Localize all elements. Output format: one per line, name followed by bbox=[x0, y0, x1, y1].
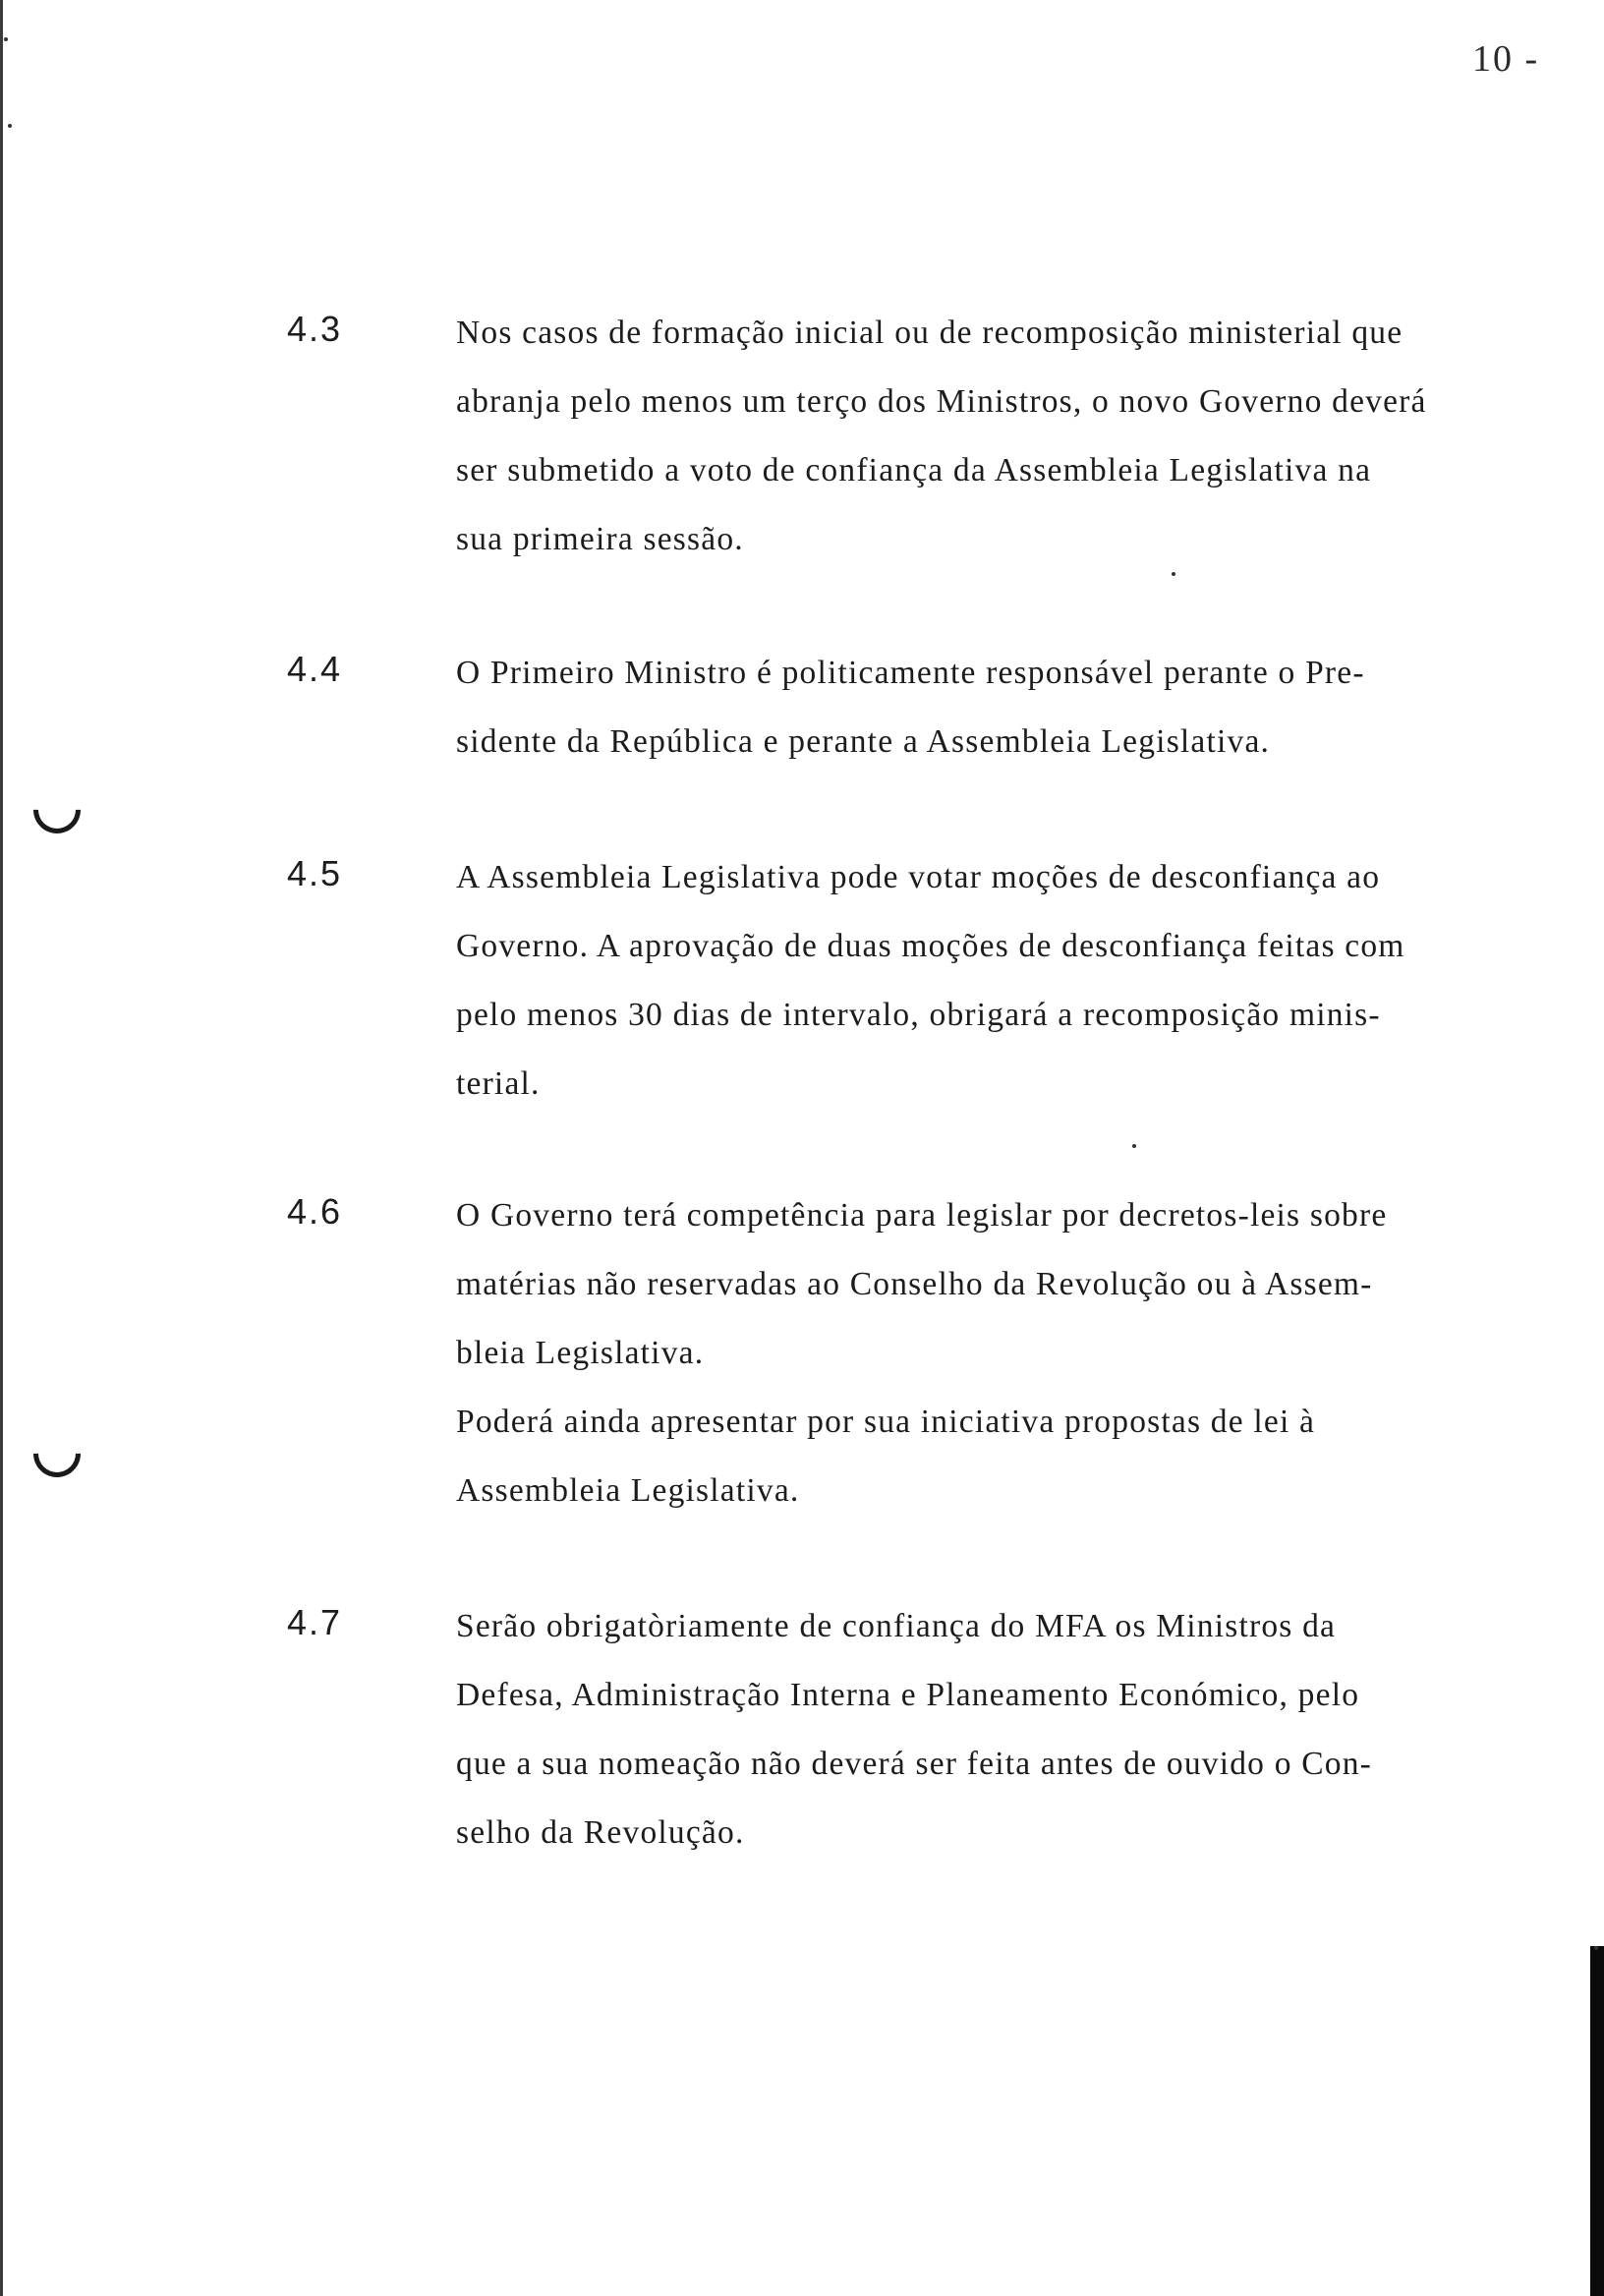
text-line: O Governo terá competência para legislar por decretos-leis sobre bbox=[456, 1197, 1388, 1234]
binder-hole-mark bbox=[24, 1420, 90, 1487]
section-text bbox=[456, 1592, 1586, 1867]
section-text bbox=[456, 843, 1586, 1119]
scan-speck bbox=[4, 37, 8, 41]
text-line: matérias não reservadas ao Conselho da Revolução ou à Assem- bbox=[456, 1266, 1373, 1302]
text-line: Nos casos de formação inicial ou de recomposição ministerial que bbox=[456, 315, 1404, 351]
section-text bbox=[456, 1181, 1586, 1525]
section-number: 4.5 bbox=[287, 853, 343, 893]
section-number: 4.3 bbox=[287, 309, 343, 349]
scan-speck bbox=[8, 124, 12, 128]
scan-edge-left bbox=[0, 0, 3, 2296]
page-number: 10 - bbox=[1472, 38, 1540, 80]
text-line: sidente da República e perante a Assembleia Legislativa. bbox=[456, 723, 1271, 760]
section-number: 4.6 bbox=[287, 1191, 343, 1232]
text-line: bleia Legislativa. bbox=[456, 1335, 705, 1371]
text-line: Assembleia Legislativa. bbox=[456, 1472, 800, 1509]
text-line: A Assembleia Legislativa pode votar moções de desconfiança ao bbox=[456, 859, 1381, 895]
text-line: Poderá ainda apresentar por sua iniciativa propostas de lei à bbox=[456, 1404, 1316, 1440]
scan-speck bbox=[1132, 1144, 1136, 1148]
text-line: pelo menos 30 dias de intervalo, obrigará a recomposição minis- bbox=[456, 997, 1381, 1033]
scan-speck bbox=[1594, 1946, 1598, 1950]
text-line: O Primeiro Ministro é politicamente responsável perante o Pre- bbox=[456, 655, 1365, 691]
text-line: Governo. A aprovação de duas moções de desconfiança feitas com bbox=[456, 928, 1405, 964]
section-number: 4.7 bbox=[287, 1602, 343, 1642]
section-text bbox=[456, 299, 1586, 574]
text-line: sua primeira sessão. bbox=[456, 521, 744, 557]
text-line: Defesa, Administração Interna e Planeamento Económico, pelo bbox=[456, 1677, 1360, 1713]
text-line: que a sua nomeação não deverá ser feita antes de ouvido o Con- bbox=[456, 1746, 1373, 1782]
scan-edge-right bbox=[1590, 1946, 1604, 2296]
text-line: terial. bbox=[456, 1065, 541, 1102]
binder-hole-mark bbox=[24, 776, 90, 843]
text-line: abranja pelo menos um terço dos Ministros, o novo Governo deverá bbox=[456, 383, 1427, 420]
text-line: ser submetido a voto de confiança da Assembleia Legislativa na bbox=[456, 452, 1372, 488]
text-line: Serão obrigatòriamente de confiança do MFA os Ministros da bbox=[456, 1608, 1337, 1644]
section-text bbox=[456, 639, 1586, 776]
text-line: selho da Revolução. bbox=[456, 1814, 745, 1851]
section-number: 4.4 bbox=[287, 649, 343, 689]
